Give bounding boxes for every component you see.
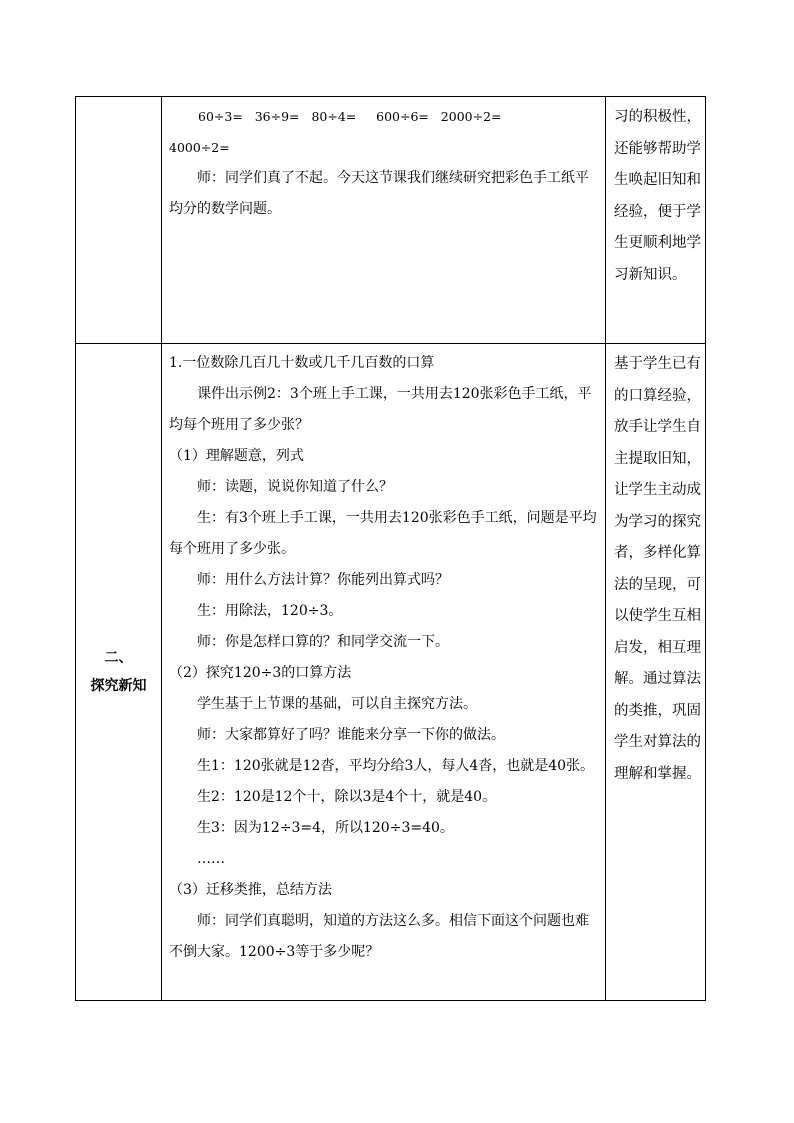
text-line: 师：用什么方法计算？你能列出算式吗？ [197,572,449,588]
text-line: 生2：120是12个十，除以3是4个十，就是40。 [197,789,497,805]
text-line: 学生基于上节课的基础，可以自主探究方法。 [197,696,477,712]
text-line: 师：读题，说说你知道了什么？ [197,479,393,495]
stage-title: 探究新知 [90,678,147,694]
process-cell [162,97,606,344]
table-row [76,97,706,344]
text-line: 生：有3个班上手工课，一共用去120张彩色手工纸，问题是平均每个班用了多少张。 [169,510,597,557]
stage-number: 二、 [104,650,133,666]
sub-heading: （1）理解题意，列式 [169,448,304,464]
table-row [76,344,706,1001]
design-intent-text: 基于学生已有的口算经验，放手让学生自主提取旧知，让学生主动成为学习的探究者，多样化算法的呈现，可以使学生互相启发，相互理解。通过算法的类推，巩固学生对算法的理解和掌握。 [614,356,701,782]
sub-heading: （2）探究120÷3的口算方法 [169,665,352,681]
equations-line-2: 4000÷2= [169,140,230,155]
stage-label-empty [76,97,162,344]
ellipsis-line: …… [197,851,225,867]
text-line: 师：同学们真聪明，知道的方法这么多。相信下面这个问题也难不倒大家。1200÷3等于多少呢？ [169,913,589,960]
text-line: 课件出示例2：3个班上手工课，一共用去120张彩色手工纸，平均每个班用了多少张？ [169,386,592,433]
stage-label [76,344,162,1001]
lesson-plan-table [75,96,706,1001]
text-line: 生3：因为12÷3=4，所以120÷3=40。 [197,820,454,836]
design-intent-text: 习的积极性，还能够帮助学生唤起旧知和经验，便于学生更顺利地学习新知识。 [614,109,701,283]
section-heading: 1.一位数除几百几十数或几千几百数的口算 [169,355,435,371]
process-cell [162,344,606,1001]
sub-heading: （3）迁移类推，总结方法 [169,882,332,898]
text-line: 师：大家都算好了吗？谁能来分享一下你的做法。 [197,727,505,743]
design-intent-cell [606,97,706,344]
text-line: 生：用除法，120÷3。 [197,603,343,619]
design-intent-cell [606,344,706,1001]
teacher-line: 师：同学们真了不起。今天这节课我们继续研究把彩色手工纸平均分的数学问题。 [169,170,589,217]
equations-line: 60÷3= 36÷9= 80÷4= 600÷6= 2000÷2= [198,109,502,124]
text-line: 师：你是怎样口算的？和同学交流一下。 [197,634,449,650]
text-line: 生1：120张就是12沓，平均分给3人，每人4沓，也就是40张。 [197,758,595,774]
